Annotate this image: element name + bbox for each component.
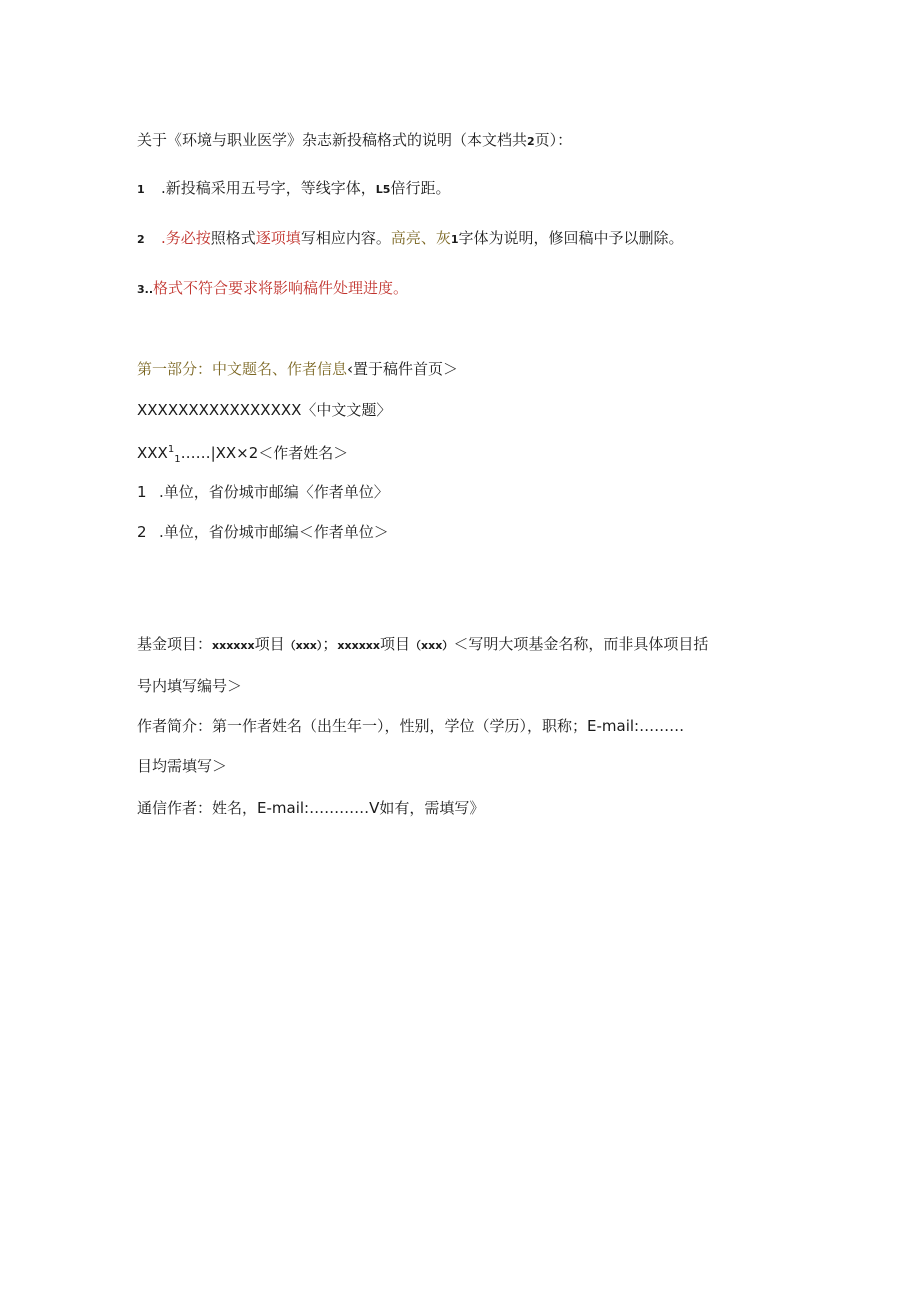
rule-text: .新投稿采用五号字，等线字体， [161,179,376,197]
fund-text: 项目 [254,635,285,653]
rule-number: 1 [137,183,145,196]
fund-text: xxxxxx [212,639,255,652]
affiliation-text: .单位，省份城市邮编＜作者单位＞ [159,523,389,541]
rule-text: 格式不符合要求将影响稿件处理进度。 [153,279,409,297]
rule-text: 逐项填 [255,229,301,247]
affiliation-2 [137,522,389,542]
affiliation-number: 1 [137,483,147,501]
heading-note: ‹置于稿件首页＞ [347,360,459,378]
author-text: XXX [137,444,168,462]
fund-text: xxxxxx [337,639,380,652]
bio-line: 作者简介：第一作者姓名（出生年一），性别，学位（学历），职称；E-mail:……… [137,717,685,735]
rule-text: 写相应内容。 [300,229,391,247]
heading-text: 第一部分：中文题名、作者信息 [137,360,348,378]
rule-3 [137,278,408,300]
corresponding-author-line: 通信作者：姓名，E-mail:…………V如有，需填写》 [137,799,485,817]
fund-text: ＜写明大项基金名称，而非具体项目括 [453,635,709,653]
rule-text: 照格式 [210,229,256,247]
rule-text: L5 [375,183,391,196]
fund-text: ； [322,635,338,653]
intro-title-end: 页）： [534,131,573,149]
rule-text: 字体为说明，修回稿中予以删除。 [458,229,684,247]
part1-heading [137,359,458,379]
bio-wrap-line: 目均需填写＞ [137,757,228,775]
intro-pages: 2 [527,135,535,148]
fund-text: 基金项目： [137,635,213,653]
fund-text: 项目 [380,635,411,653]
authors-line [137,440,348,470]
affiliation-text: .单位，省份城市邮编〈作者单位〉 [159,483,389,501]
rule-text: .务必按 [161,229,211,247]
chinese-title-line: XXXXXXXXXXXXXXXX〈中文文题〉 [137,401,392,419]
intro-title: 关于《环境与职业医学》杂志新投稿格式的说明（本文档共 [137,131,528,149]
fund-line [137,634,708,656]
rule-text: 1 [450,233,459,246]
rule-number: 3.. [137,283,154,296]
fund-text: （xxx） [410,639,454,652]
rule-text: 倍行距。 [390,179,451,197]
rule-2 [137,228,684,250]
affiliation-1 [137,482,389,502]
author-sup: 1 [167,444,175,455]
fund-text: （xxx） [284,639,323,652]
rule-1 [137,178,450,200]
author-sub: 1 [174,454,181,465]
author-text: ……|XX×2＜作者姓名＞ [180,444,349,462]
affiliation-number: 2 [137,523,147,541]
intro-line [137,130,572,152]
rule-number: 2 [137,233,145,246]
fund-wrap-line: 号内填写编号＞ [137,677,243,695]
rule-text: 高亮、灰 [390,229,451,247]
